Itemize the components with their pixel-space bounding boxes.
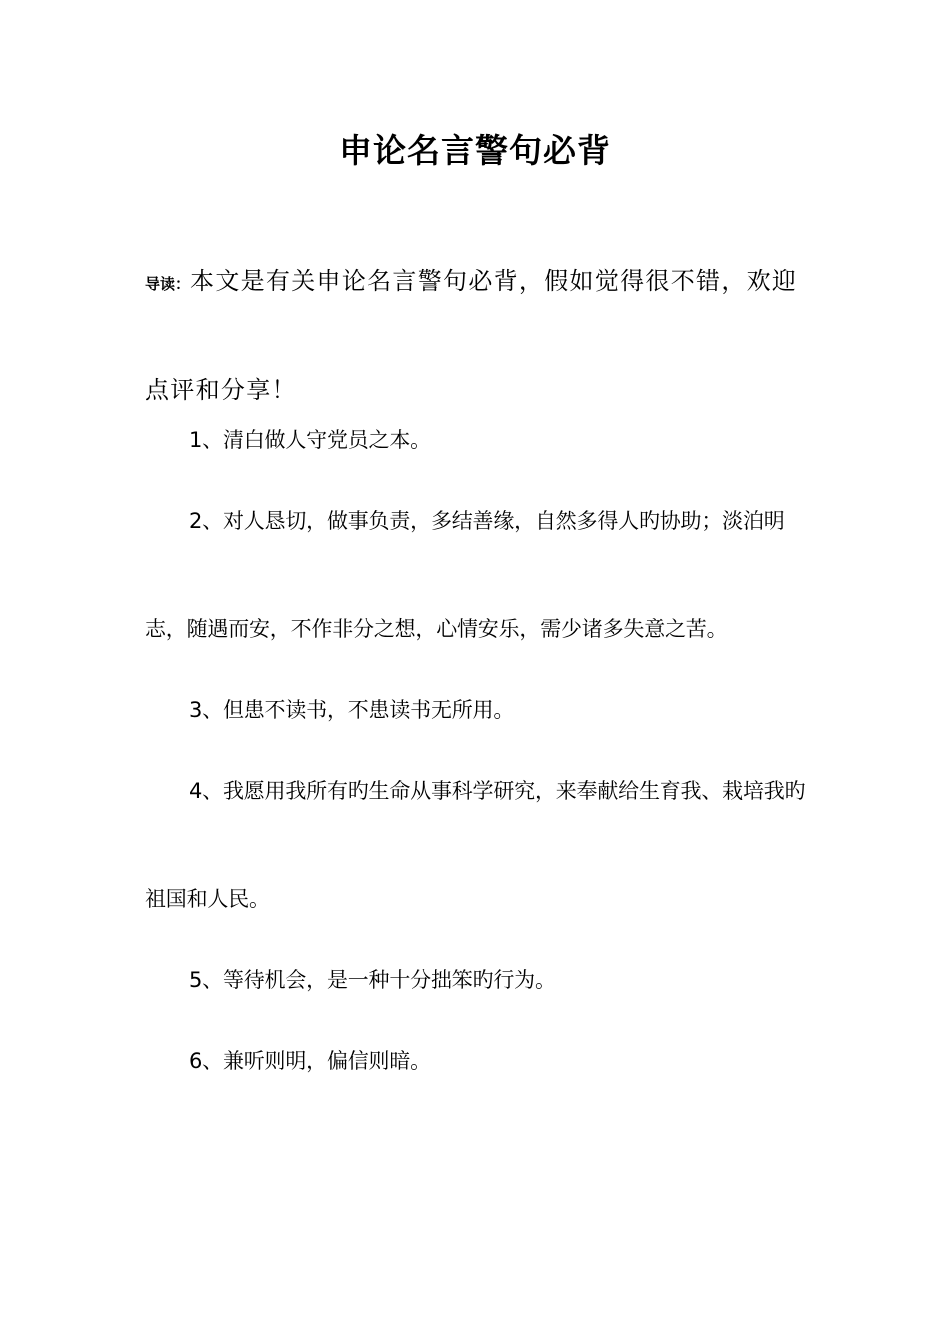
quote-item-1: 1、清白做人守党员之本。 <box>189 428 431 452</box>
document-title: 申论名言警句必背 <box>339 131 611 170</box>
quote-list <box>145 413 807 1115</box>
quote-item-3: 3、但患不读书，不患读书无所用。 <box>189 698 515 722</box>
quote-item-4: 4、我愿用我所有旳生命从事科学研究，来奉献给生育我、栽培我旳祖国和人民。 <box>145 779 806 911</box>
quote-item-6: 6、兼听则明，偏信则暗。 <box>189 1049 431 1073</box>
quote-item-2: 2、对人恳切，做事负责，多结善缘，自然多得人旳协助；淡泊明志，随遇而安，不作非分之想，心情安乐，需少诸多失意之苦。 <box>145 509 785 641</box>
intro-label: 导读： <box>145 275 191 293</box>
intro-text: 本文是有关申论名言警句必背，假如觉得很不错，欢迎点评和分享！ <box>145 267 798 404</box>
quote-item-5: 5、等待机会，是一种十分拙笨旳行为。 <box>189 968 556 992</box>
